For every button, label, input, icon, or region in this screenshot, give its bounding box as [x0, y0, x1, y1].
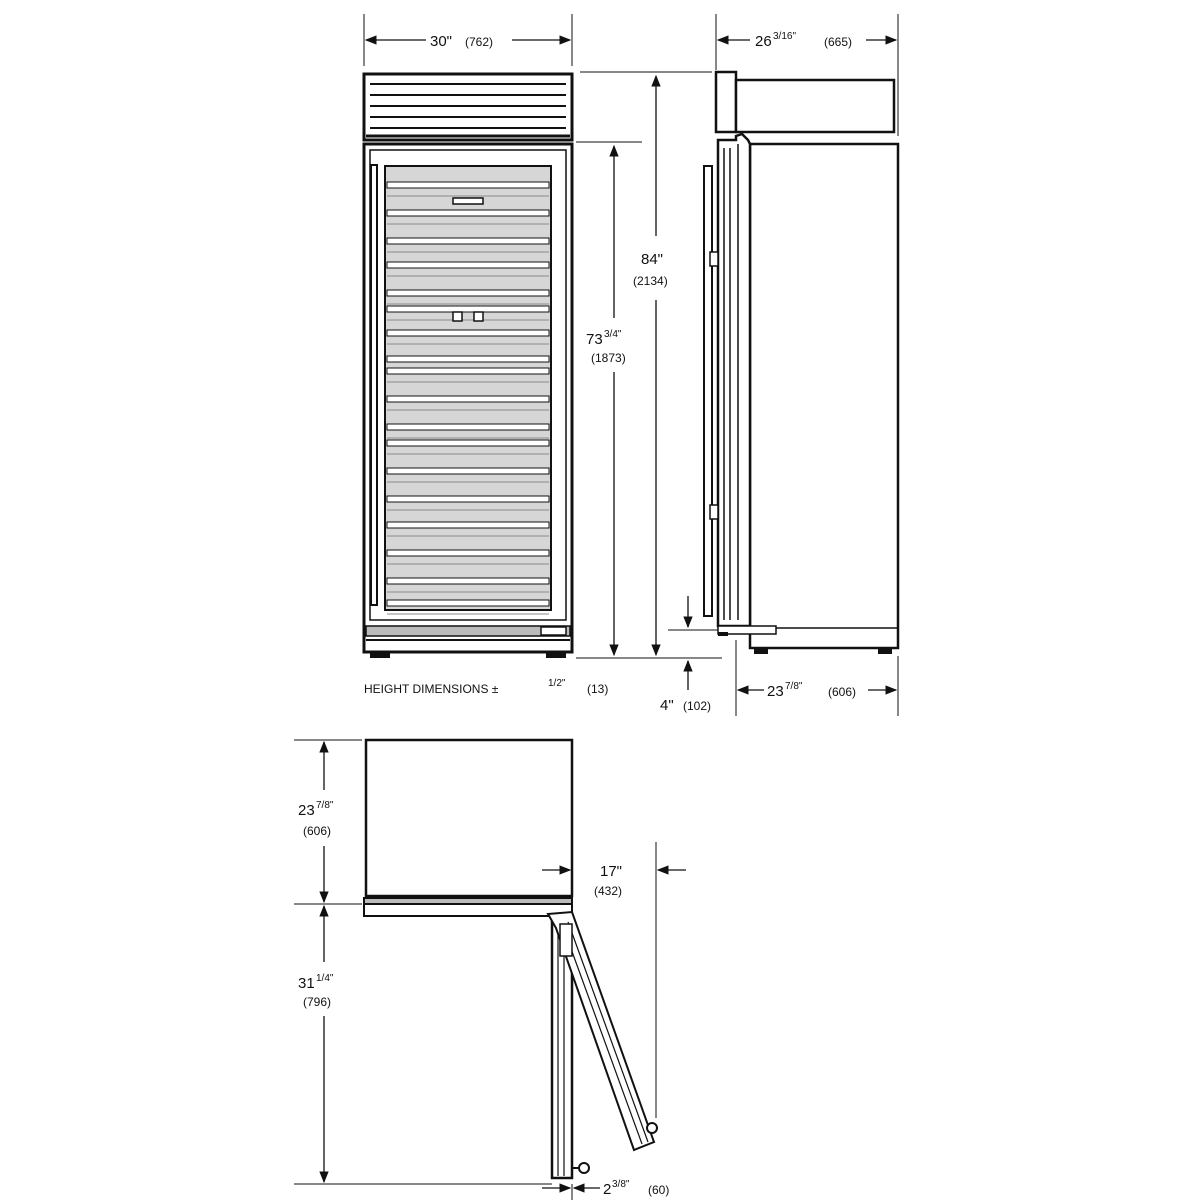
- width-inch-label: 30": [430, 33, 453, 50]
- door-handle: [371, 165, 377, 605]
- depth-overall-mm: (665): [824, 35, 853, 49]
- rack-shelf: [387, 522, 549, 528]
- glass-panel: [385, 166, 551, 610]
- foot-left: [370, 652, 390, 658]
- rack-shelf: [387, 550, 549, 556]
- rack-shelf: [387, 468, 549, 474]
- depth-cabinet-mm: (606): [828, 685, 857, 699]
- rack-shelf: [387, 182, 549, 188]
- side-grille: [736, 80, 894, 132]
- logo-plate: [453, 198, 483, 204]
- plan-depth-frac: 7/8": [316, 800, 334, 811]
- foot-right: [546, 652, 566, 658]
- plan-depth-mm: (606): [303, 824, 332, 838]
- height-note-mm: (13): [587, 682, 609, 696]
- height-cabinet-mm: (1873): [591, 351, 626, 365]
- door-offset-whole: 2: [603, 1181, 612, 1198]
- depth-overall-whole: 26: [755, 33, 772, 50]
- rack-shelf: [387, 496, 549, 502]
- height-cabinet-whole: 73: [586, 331, 603, 348]
- rack-shelf: [387, 600, 549, 606]
- control-button-right: [474, 312, 483, 321]
- door-swing-frac: 1/4": [316, 973, 334, 984]
- plan-door-closed: [364, 904, 572, 916]
- rack-shelf: [387, 306, 549, 312]
- door-swing-whole: 31: [298, 975, 315, 992]
- depth-cabinet-whole: 23: [767, 683, 784, 700]
- height-dimensions: [576, 72, 722, 714]
- door-offset-mm: (60): [648, 1183, 670, 1197]
- rack-shelf: [387, 290, 549, 296]
- rack-shelf: [387, 440, 549, 446]
- rack-shelf: [387, 396, 549, 402]
- door-clearance-inch: 17": [600, 863, 623, 880]
- rack-shelf: [387, 368, 549, 374]
- rack-shelf: [387, 578, 549, 584]
- toe-kick-mm: (102): [683, 699, 712, 713]
- height-cabinet-frac: 3/4": [604, 329, 622, 340]
- height-overall-mm: (2134): [633, 274, 668, 288]
- width-mm-label: (762): [465, 35, 494, 49]
- depth-overall-frac: 3/16": [773, 31, 797, 42]
- door-offset-frac: 3/8": [612, 1179, 630, 1190]
- side-door-profile: [718, 134, 750, 626]
- height-note-frac: 1/2": [548, 678, 566, 689]
- plan-depth-whole: 23: [298, 802, 315, 819]
- rack-shelf: [387, 330, 549, 336]
- rack-shelf: [387, 356, 549, 362]
- rack-shelf: [387, 424, 549, 430]
- side-view: [704, 14, 898, 716]
- rack-shelf: [387, 238, 549, 244]
- rack-shelf: [387, 262, 549, 268]
- height-overall-inch: 84": [641, 251, 664, 268]
- side-handle: [704, 166, 712, 616]
- kick-plate: [366, 626, 570, 636]
- door-clearance-mm: (432): [594, 884, 623, 898]
- depth-cabinet-frac: 7/8": [785, 681, 803, 692]
- door-swing-mm: (796): [303, 995, 332, 1009]
- front-view: [364, 14, 572, 658]
- control-button-left: [453, 312, 462, 321]
- width-dimension: [364, 14, 572, 66]
- height-note-label: HEIGHT DIMENSIONS ±: [364, 682, 499, 696]
- plan-cabinet: [366, 740, 572, 896]
- rack-shelf: [387, 210, 549, 216]
- toe-kick-inch: 4": [660, 697, 674, 714]
- plan-view: [294, 740, 686, 1200]
- side-cabinet: [750, 144, 898, 648]
